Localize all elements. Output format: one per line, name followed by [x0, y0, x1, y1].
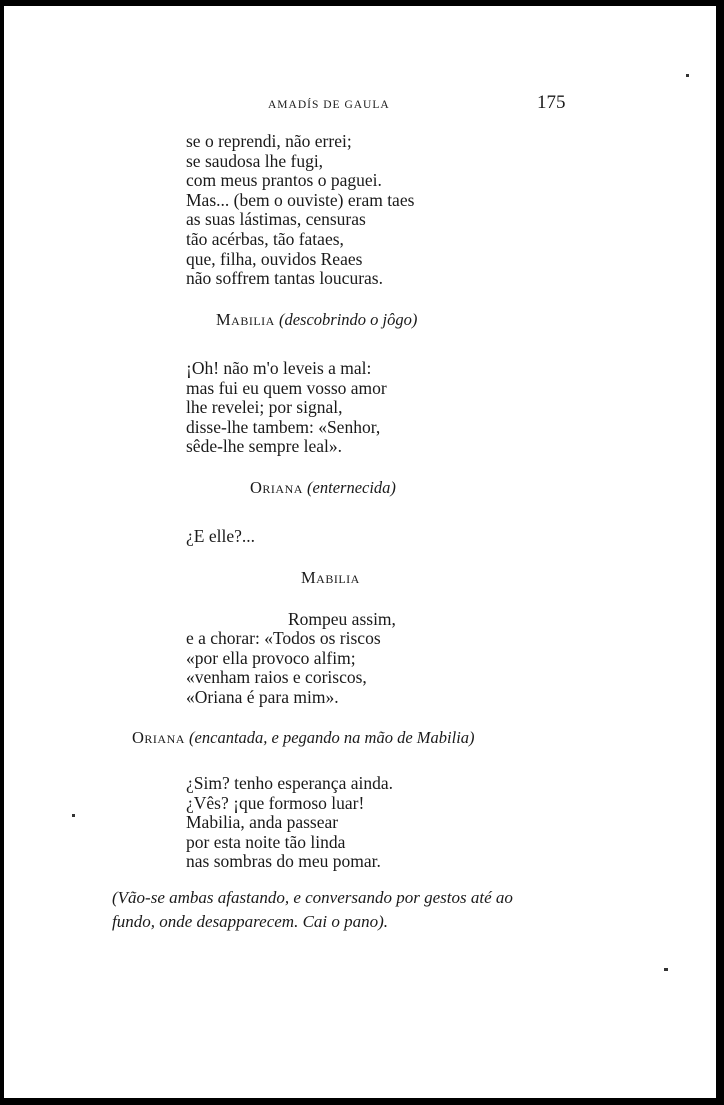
verse-line: por esta noite tão linda — [186, 831, 346, 852]
speaker-name: Oriana — [132, 728, 185, 747]
print-speck — [686, 74, 689, 77]
stanza-5 — [186, 774, 393, 872]
stage-direction-line: (Vão-se ambas afastando, e conversando por gestos até ao — [112, 888, 513, 907]
verse-line: se o reprendi, não errei; — [186, 131, 352, 151]
verse-line: e a chorar: «Todos os riscos — [186, 628, 381, 648]
verse-line: as suas lástimas, censuras — [186, 209, 366, 230]
running-title: AMADÍS DE GAULA — [268, 99, 390, 111]
verse-line: não soffrem tantas loucuras. — [186, 268, 383, 289]
stage-direction — [112, 886, 513, 934]
stage-note: (enternecida) — [307, 478, 396, 497]
stage-direction-line: fundo, onde desapparecem. Cai o pano). — [112, 912, 389, 931]
verse-line: mas fui eu quem vosso amor — [186, 377, 387, 398]
verse-line: ¿Sim? tenho esperança ainda. — [186, 773, 393, 793]
verse-line: «por ella provoco alfim; — [186, 647, 356, 668]
stanza-2 — [186, 359, 387, 457]
verse-line: que, filha, ouvidos Reaes — [186, 248, 363, 269]
verse-line: Mabilia, anda passear — [186, 812, 339, 833]
print-speck — [72, 814, 75, 817]
verse-line: com meus prantos o paguei. — [186, 170, 382, 191]
book-page — [4, 6, 716, 1098]
print-speck — [664, 968, 668, 971]
verse-line: Rompeu assim, — [288, 609, 396, 629]
speaker-name: Mabilia — [216, 310, 275, 329]
verse-line: disse-lhe tambem: «Senhor, — [186, 416, 381, 437]
speaker-name: Mabilia — [301, 568, 360, 587]
verse-line: sêde-lhe sempre leal». — [186, 436, 342, 457]
verse-line: «venham raios e coriscos, — [186, 667, 367, 688]
verse-line: se saudosa lhe fugi, — [186, 150, 324, 171]
verse-line: ¡Oh! não m'o leveis a mal: — [186, 358, 372, 378]
speaker-heading-oriana — [132, 728, 475, 748]
stanza-4 — [186, 629, 381, 707]
speaker-name: Oriana — [250, 478, 303, 497]
stage-note: (descobrindo o jôgo) — [278, 310, 418, 329]
page-number: 175 — [537, 92, 566, 113]
verse-line: ¿Vês? ¡que formoso luar! — [186, 792, 365, 813]
verse-line: ¿E elle?... — [186, 526, 255, 546]
speaker-heading-oriana — [250, 478, 396, 498]
speaker-heading-mabilia — [216, 310, 417, 330]
verse-line: tão acérbas, tão fataes, — [186, 228, 344, 249]
stanza-1 — [186, 132, 414, 289]
stage-note: (encantada, e pegando na mão de Mabilia) — [189, 728, 475, 747]
speaker-heading-mabilia — [301, 568, 360, 588]
verse-line: «Oriana é para mim». — [186, 686, 339, 707]
verse-line: lhe revelei; por signal, — [186, 397, 343, 418]
verse-line: nas sombras do meu pomar. — [186, 851, 381, 872]
verse-line: Mas... (bem o ouviste) eram taes — [186, 189, 415, 210]
